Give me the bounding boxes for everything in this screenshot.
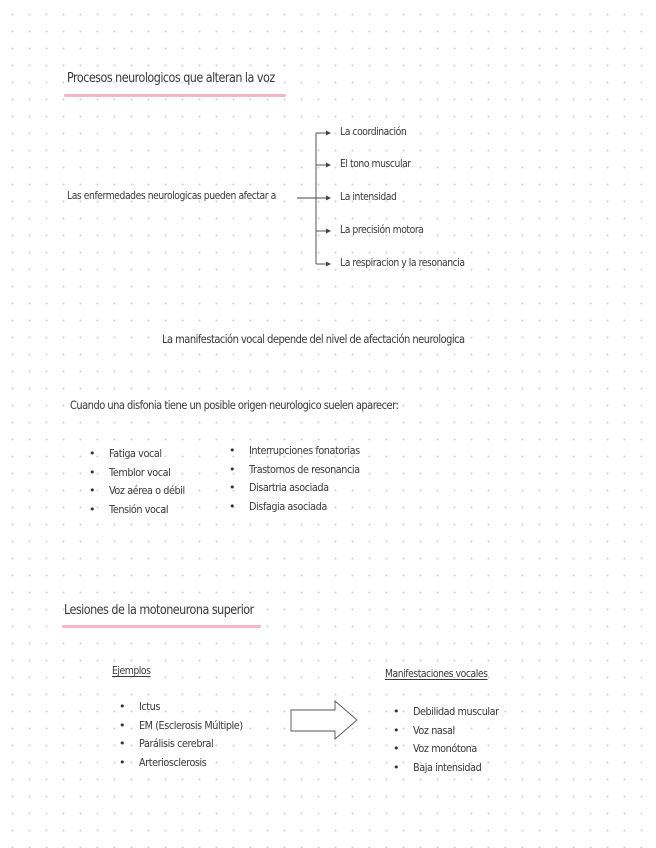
list-item: • Tensión vocal [88, 501, 195, 520]
list-item: • Arteriosclerosis [118, 754, 257, 773]
section1-statement: La manifestación vocal depende del nivel de afectación neurologica [162, 332, 465, 346]
list-item: • Temblor vocal [88, 464, 195, 483]
branch-item: La intensidad [340, 191, 397, 203]
section3-title: Lesiones de la motoneurona superior [64, 603, 254, 618]
list-item: • Voz aérea o débil [88, 482, 195, 501]
arrowhead-icon [326, 262, 331, 267]
branch-item: La respiracion y la resonancia [340, 257, 465, 269]
symptoms-list-left [88, 445, 195, 519]
section2-intro: Cuando una disfonia tiene un posible origen neurologico suelen aparecer: [70, 398, 399, 412]
list-item: • Baja intensidad [392, 759, 510, 778]
list-item: • Fatiga vocal [88, 445, 195, 464]
arrowhead-icon [326, 131, 331, 136]
section3-title-highlight [62, 625, 261, 628]
list-item: • Voz nasal [392, 722, 510, 741]
arrowhead-icon [326, 229, 331, 234]
symptoms-list-right [228, 442, 375, 516]
list-item: • Parálisis cerebral [118, 735, 257, 754]
branch-item: La coordinación [340, 126, 407, 138]
list-item: • Disartria asociada [228, 479, 375, 498]
arrowhead-icon [326, 196, 331, 201]
list-item: • Trastornos de resonancia [228, 461, 375, 480]
branch-item: La precisión motora [340, 224, 424, 236]
section1-left-text: Las enfermedades neurologicas pueden afectar a [67, 190, 276, 202]
list-item: • Ictus [118, 698, 257, 717]
hollow-arrow-icon [291, 701, 357, 739]
list-item: • Voz monótona [392, 740, 510, 759]
list-item: • Interrupciones fonatorias [228, 442, 375, 461]
manifestations-list [392, 703, 510, 777]
examples-list [118, 698, 257, 772]
list-item: • EM (Esclerosis Múltiple) [118, 717, 257, 736]
branch-item: El tono muscular [340, 158, 411, 170]
list-item: • Debilidad muscular [392, 703, 510, 722]
manifestations-title: Manifestaciones vocales [385, 668, 488, 680]
arrowhead-icon [326, 163, 331, 168]
section1-title: Procesos neurologicos que alteran la voz [67, 71, 275, 86]
list-item: • Disfagia asociada [228, 498, 375, 517]
examples-title: Ejemplos [112, 665, 151, 677]
